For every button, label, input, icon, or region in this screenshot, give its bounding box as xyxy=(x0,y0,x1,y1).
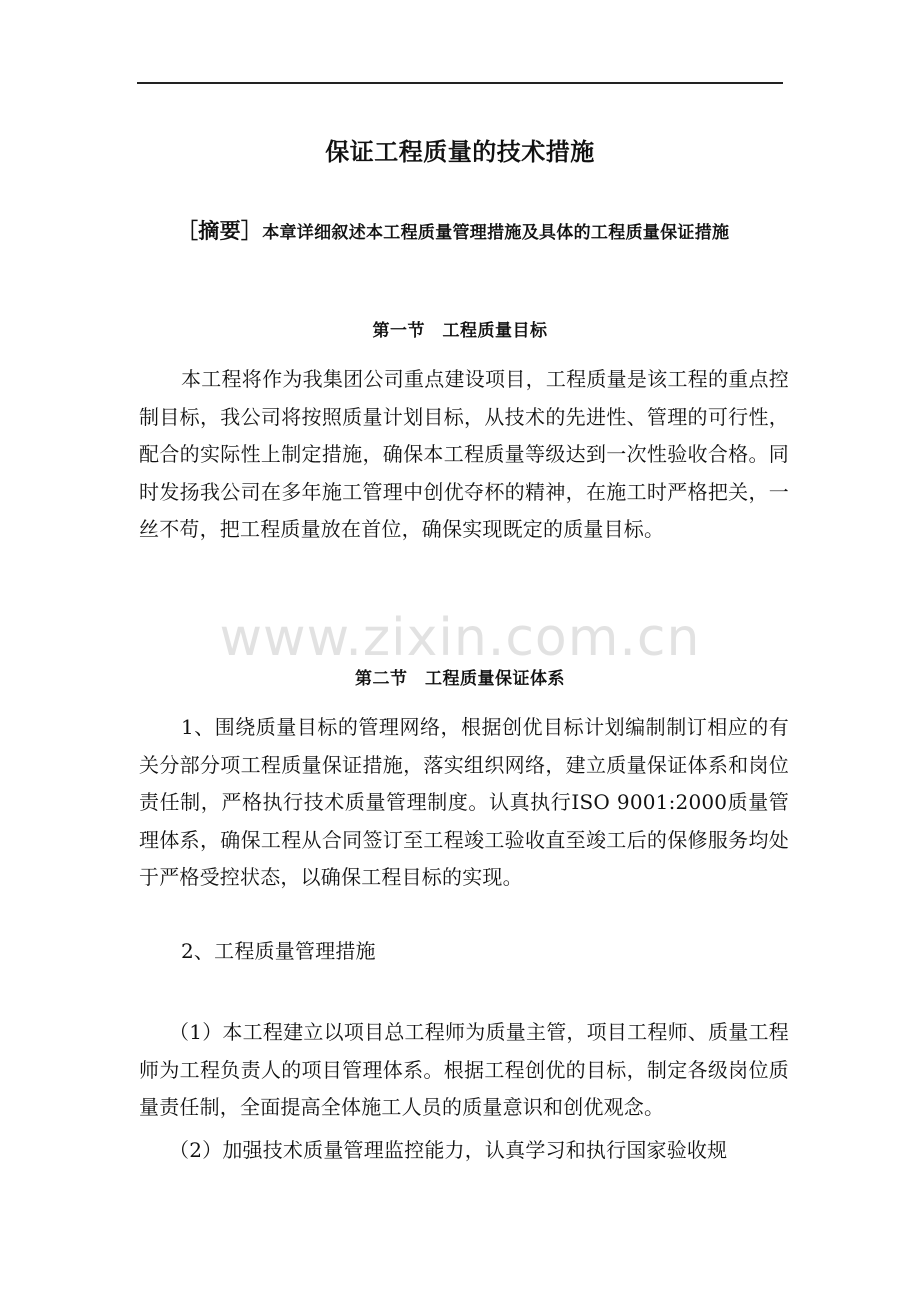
section-1-paragraph: 本工程将作为我集团公司重点建设项目，工程质量是该工程的重点控制目标，我公司将按照质量计划目标，从技术的先进性、管理的可行性，配合的实际性上制定措施，确保本工程质量等级达到一次性验收合格。同时发扬我公司在多年施工管理中创优夺杯的精神，在施工时严格把关，一丝不苟，把工程质量放在首位，确保实现既定的质量目标。 xyxy=(139,367,789,541)
section-2-sub-1: （1）本工程建立以项目总工程师为质量主管，项目工程师、质量工程师为工程负责人的项目管理体系。根据工程创优的目标，制定各级岗位质量责任制，全面提高全体施工人员的质量意识和创优观念。 xyxy=(139,1020,789,1119)
header-rule xyxy=(137,82,783,84)
abstract-tag: ［摘要］ xyxy=(177,218,263,243)
section-1-heading: 第一节 工程质量目标 xyxy=(372,321,548,341)
abstract xyxy=(139,210,789,254)
abstract-text: 本章详细叙述本工程质量管理措施及具体的工程质量保证措施 xyxy=(262,223,730,243)
section-2-heading: 第二节 工程质量保证体系 xyxy=(355,669,565,689)
section-2-item-1: 1、围绕质量目标的管理网络，根据创优目标计划编制制订相应的有关分部分项工程质量保证措施，落实组织网络，建立质量保证体系和岗位责任制，严格执行技术质量管理制度。认真执行ISO 9001:2000质量管理体系，确保工程从合同签订至工程竣工验收直至竣工后的保修服务均处于严格受控状态，以确保工程目标的实现。 xyxy=(139,715,789,889)
watermark: www.zixin.com.cn xyxy=(219,608,701,668)
section-2-item-2: 2、工程质量管理措施 xyxy=(181,939,376,963)
section-2-sub-2: （2）加强技术质量管理监控能力，认真学习和执行国家验收规 xyxy=(169,1138,728,1162)
document-title: 保证工程质量的技术措施 xyxy=(325,138,595,166)
